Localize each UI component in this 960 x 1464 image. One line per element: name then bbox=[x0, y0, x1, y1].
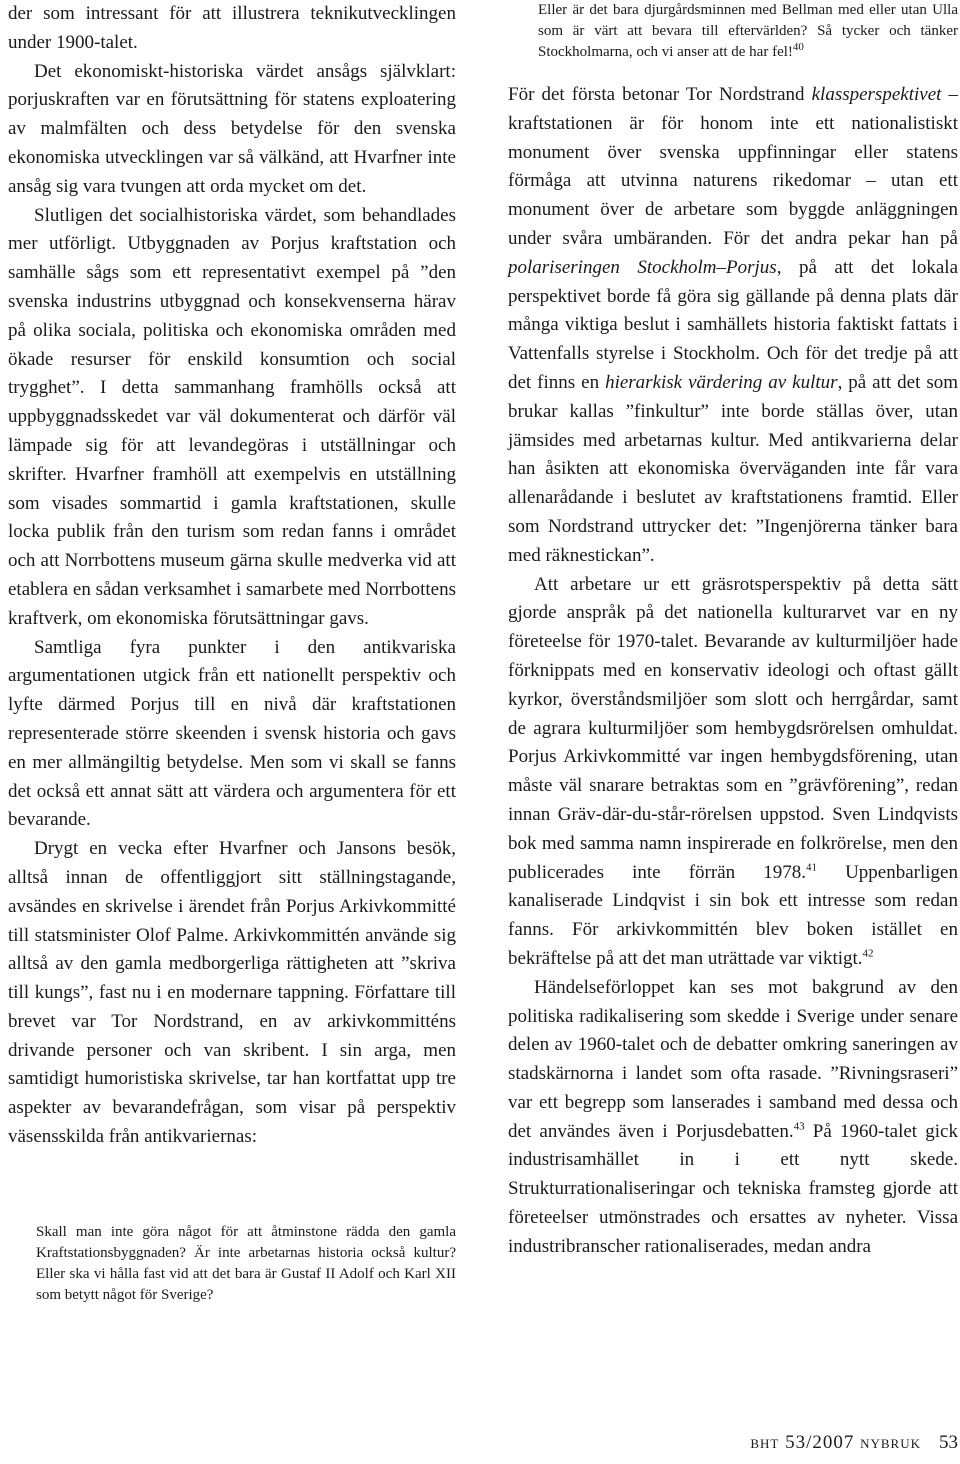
page-number: 53 bbox=[939, 1432, 958, 1453]
footnote-marker: 40 bbox=[792, 41, 804, 53]
block-quote: Skall man inte göra något för att åtminstone rädda den gamla Kraftstationsbyggnaden? Är inte arbetarnas historia också kultur? Eller ska vi hålla fast vid att det bara är Gustaf II Adolf och Karl XII som betytt något för Sverige? bbox=[36, 1223, 456, 1303]
footnote-marker: 41 bbox=[805, 861, 817, 874]
text-run: Händelseförloppet kan ses mot bakgrund av den politiska radikalisering som skedde i Sverige under senare delen av 1960-talet och de debatter omkring saneringen av stadskärnorna i landet som ofta rasade. ”Rivningsraseri” var ett begrepp som lanserades i samband med dessa och det användes även i Porjusdebatten. bbox=[508, 976, 958, 1142]
emphasis: hierarkisk värdering av kultur bbox=[605, 371, 838, 393]
journal-name: bht 53/2007 nybruk bbox=[750, 1432, 921, 1453]
paragraph bbox=[508, 974, 958, 1262]
text-run: För det första betonar Tor Nordstrand bbox=[508, 84, 812, 105]
text-run: – kraftstationen är för honom inte ett nationalistiskt monument över svenska uppfinningar eller statens förmåga att utvinna naturens rikedomar – utan ett monument över de arbetare som byggde anläggningen under svåra umbäranden. För det andra pekar han på bbox=[508, 84, 958, 249]
right-column bbox=[508, 0, 958, 1262]
footnote-marker: 42 bbox=[862, 947, 874, 960]
footnote-marker: 43 bbox=[793, 1120, 805, 1133]
text-run: Att arbetare ur ett gräsrotsperspektiv på detta sätt gjorde anspråk på det nationella kulturarvet var en ny företeelse för 1970-talet. Bevarande av kulturmiljöer hade förknippats med en konservativ ideologi och oftast gällt kyrkor, överståndsmiljöer som slott och herrgårdar, samt de agrara kulturmiljöer som hembygdsrörelsen omhuldat. Porjus Arkivkommitté var ingen hembygdsförening, utan måste väl snarare betraktas som en ”grävförening”, redan innan Gräv-där-du-står-rörelsen uppstod. Sven Lindqvists bok med samma namn inspirerade en folkrörelse, men den publicerades inte förrän 1978. bbox=[508, 573, 958, 883]
quote-text: Eller är det bara djurgårdsminnen med Bellman med eller utan Ulla som är värt att bevara till eftervärlden? Så tycker och tänker Stockholmarna, och vi anser att de har fel! bbox=[538, 2, 958, 60]
text-run: , på att det som brukar kallas ”finkultur” inte borde ställas över, utan jämsides med arbetarnas kultur. Med antikvarierna delar han åsikten att ekonomiska överväganden inte får vara allenarådande i beslutet av kraftstationens framtid. Eller som Nordstrand uttrycker det: ”Ingenjörerna tänker bara med räknestickan”. bbox=[508, 371, 958, 566]
emphasis: klassperspektivet bbox=[811, 84, 942, 105]
paragraph bbox=[508, 81, 958, 571]
text-run: Uppenbarligen kanaliserade Lindqvist i sin bok ett intresse som redan fanns. För arkivkommittén blev boken istället en bekräftelse på att det man uträttade var viktigt. bbox=[508, 861, 958, 969]
running-footer bbox=[680, 1432, 958, 1454]
paragraph: Det ekonomiskt-historiska värdet ansågs självklart: porjuskraften var en förutsättning för statens exploatering av malmfälten och dess betydelse för den svenska ekonomiska utvecklingen var så välkänd, att Hvarfner inte ansåg sig vara tvungen att orda mycket om det. bbox=[8, 60, 456, 197]
text-run: På 1960-talet gick industrisamhället in i ett nytt skede. Strukturrationaliseringar och tekniska framsteg gjorde att företeelser utmönstrades och ersattes av nyheter. Vissa industribranscher rationaliserades, medan andra bbox=[508, 1120, 958, 1257]
block-quote-continued bbox=[538, 0, 958, 63]
emphasis: polariseringen Stockholm–Porjus bbox=[508, 256, 777, 278]
paragraph bbox=[508, 571, 958, 974]
text-run: , på att det lokala perspektivet borde få göra sig gällande på denna plats där många viktiga beslut i samhällets historia faktiskt fattats i Vattenfalls styrelse i Stockholm. Och för det tredje på att det finns en bbox=[508, 256, 959, 393]
paragraph: Samtliga fyra punkter i den antikvariska argumentationen utgick från ett nationellt perspektiv och lyfte därmed Porjus till en nivå där kraftstationen representerade större skeenden i svensk historia och gavs en mer allmängiltig betydelse. Men som vi skall se fanns det också ett annat sätt att värdera och argumentera för ett bevarande. bbox=[8, 636, 456, 831]
paragraph: Drygt en vecka efter Hvarfner och Jansons besök, alltså innan de offentliggjort sitt ställningstagande, avsändes en skrivelse i ärendet från Porjus Arkivkommitté till statsminister Olof Palme. Arkivkommittén använde sig alltså av den gamla medborgerliga rättigheten att ”skriva till kungs”, fast nu i en modernare tappning. Författare till brevet var Tor Nordstrand, en av arkivkommitténs drivande personer och van skribent. I sin arga, men samtidigt humoristiska skrivelse, tar han kortfattat upp tre aspekter av bevarandefrågan, som visar på perspektiv väsensskilda från antikvariernas: bbox=[8, 838, 456, 1148]
left-column bbox=[8, 0, 456, 1306]
paragraph: Slutligen det socialhistoriska värdet, som behandlades mer utförligt. Utbyggnaden av Porjus kraftstation och samhälle sågs som ett representativt exempel på ”den svenska industrins utbyggnad och konsekvenserna härav på olika sociala, politiska och ekonomiska områden med ökade resurser för enskild konsumtion och social trygghet”. I detta sammanhang framhölls också att uppbyggnadsskedet var väl dokumenterat och därför väl lämpade sig för att levandegöras i utställningar och skrifter. Hvarfner framhöll att exempelvis en utställning som visades sommartid i gamla kraftstationen, skulle locka publik från den turism som redan fanns i området och att Norrbottens museum gärna skulle medverka vid att etablera en sådan verksamhet i samarbete med Norrbottens kraftverk, om ekonomiska förutsättningar gavs. bbox=[8, 204, 456, 629]
paragraph: der som intressant för att illustrera teknikutvecklingen under 1900-talet. bbox=[8, 3, 456, 53]
